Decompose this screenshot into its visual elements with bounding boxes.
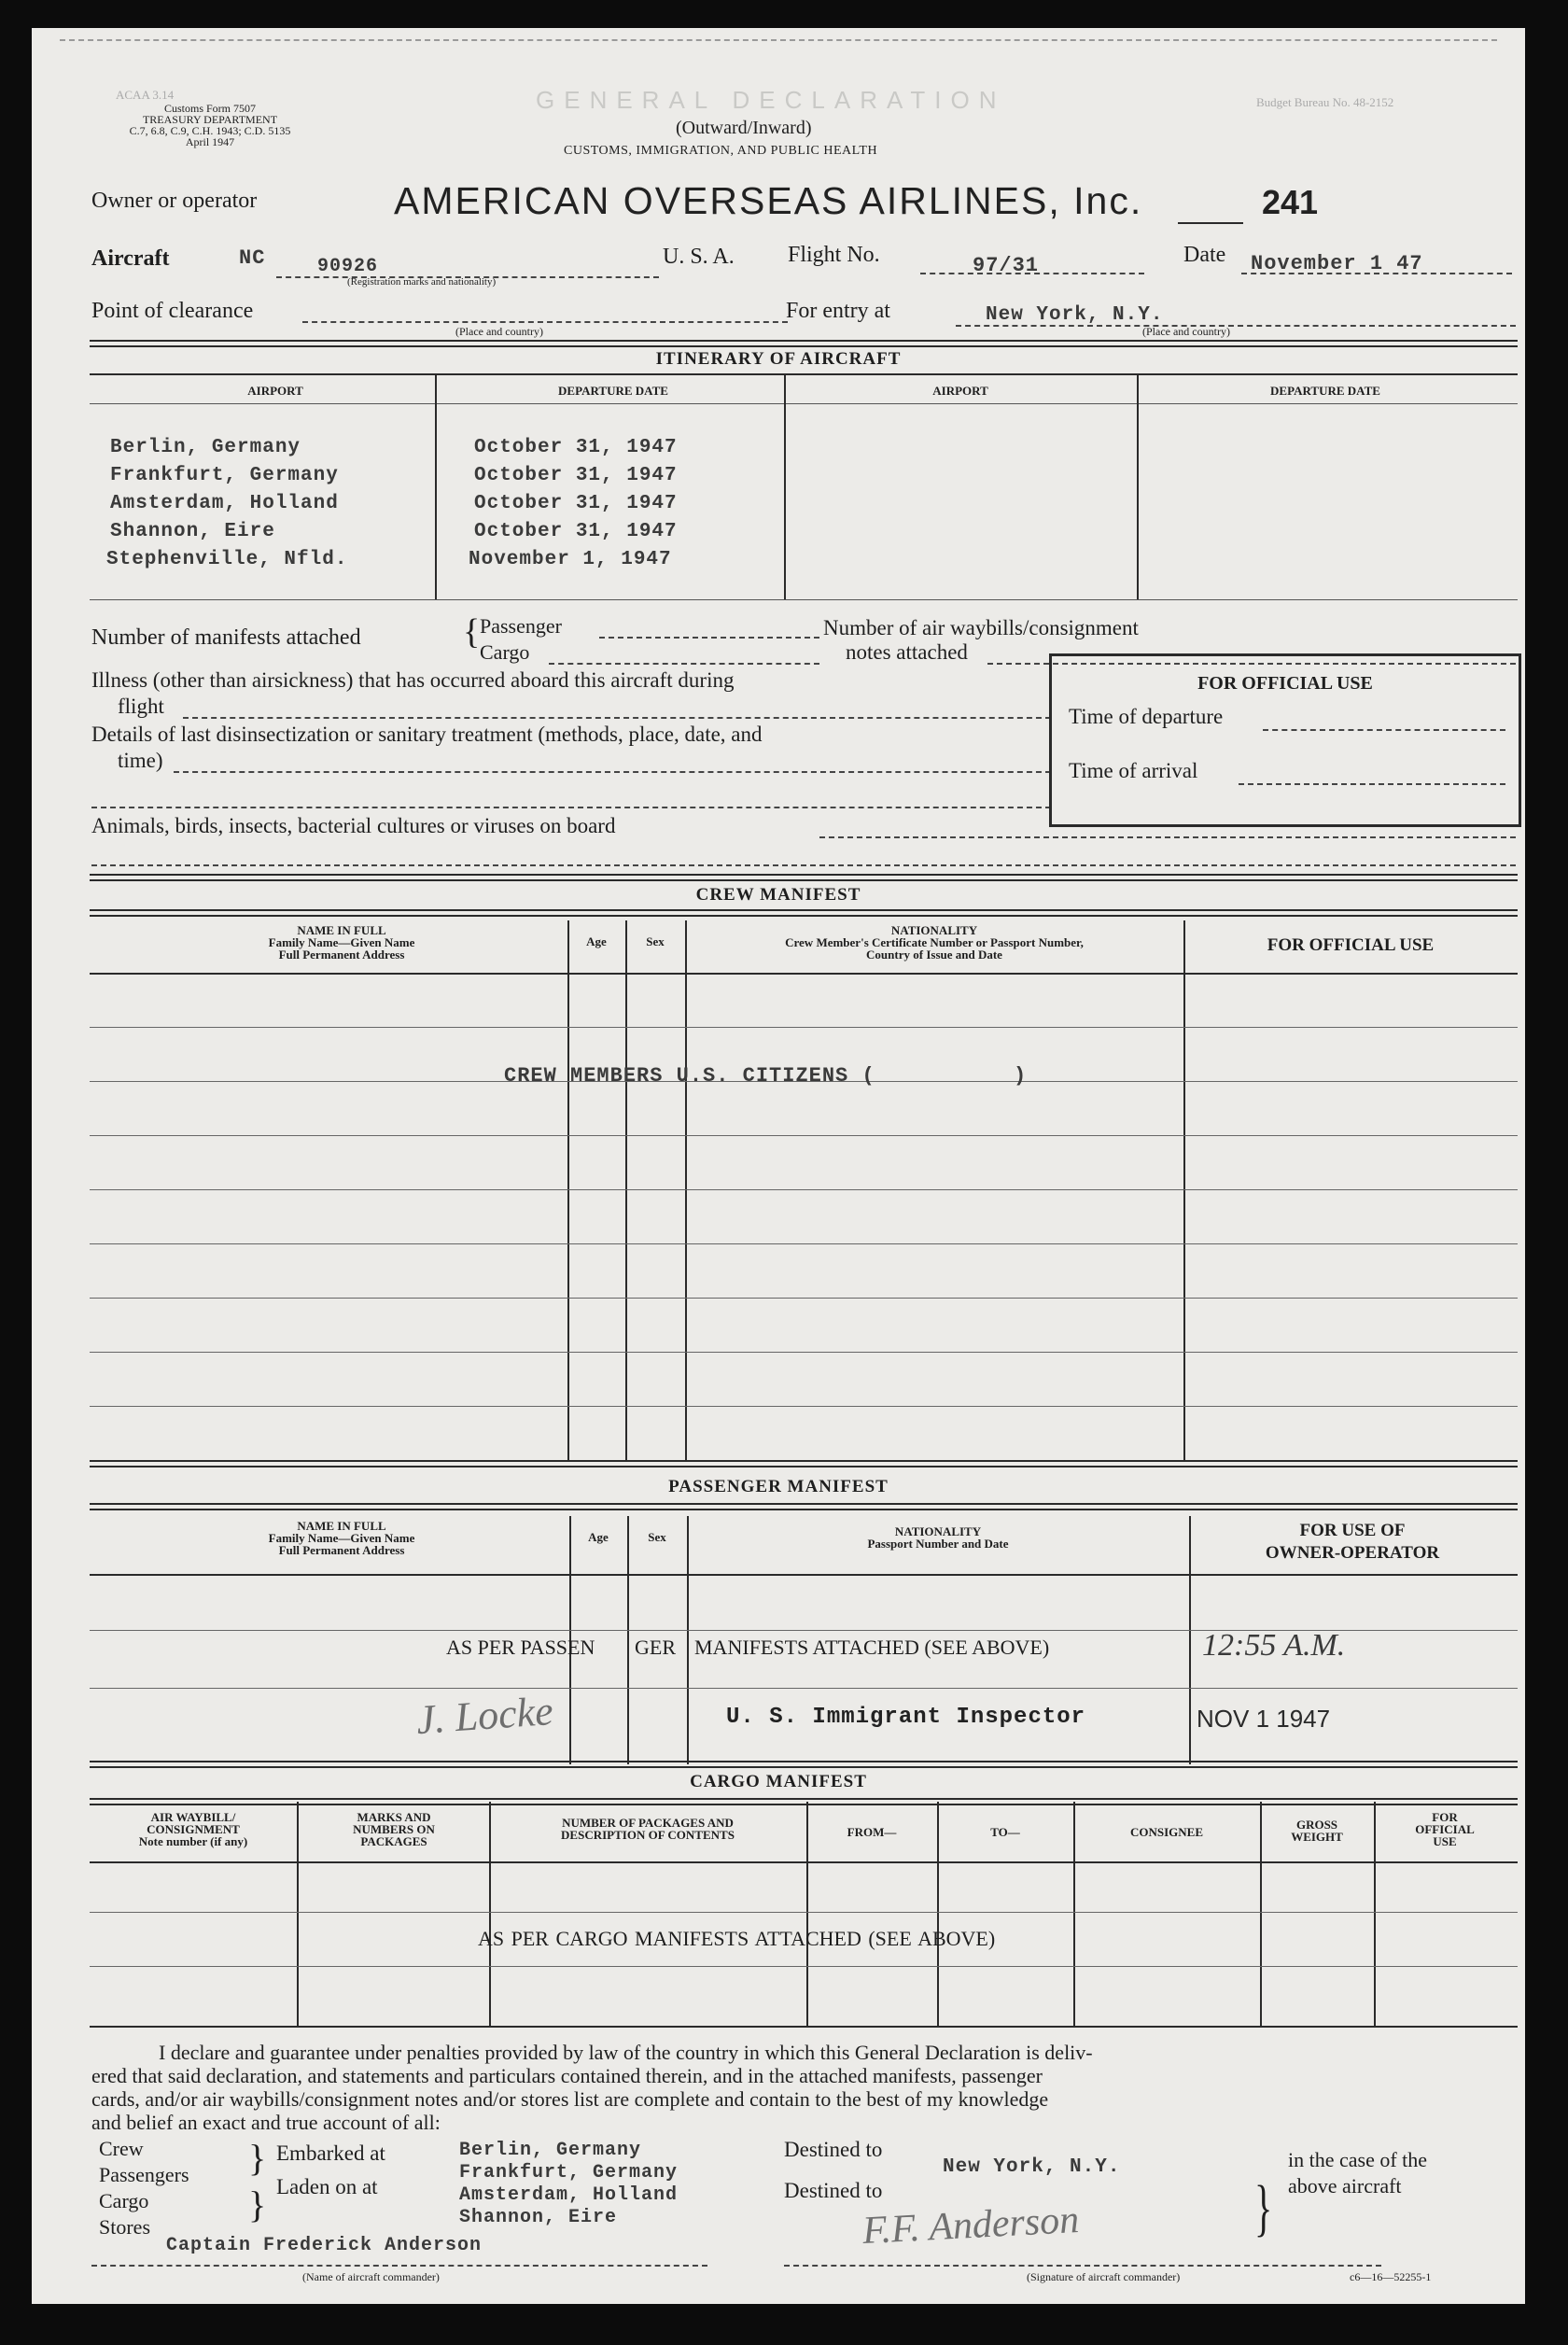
crew-col-sex: Sex bbox=[646, 934, 665, 948]
passenger-col-age: Age bbox=[588, 1530, 609, 1544]
time-departure-underline bbox=[1263, 729, 1505, 731]
case-line: in the case of the bbox=[1288, 2148, 1428, 2171]
cargo-col-to: TO— bbox=[990, 1825, 1020, 1839]
entry-caption: (Place and country) bbox=[1142, 325, 1230, 338]
cargo-col-official-line: USE bbox=[1433, 1834, 1457, 1848]
cargo-top-rule bbox=[90, 1761, 1518, 1768]
form-id-faded: ACAA 3.14 bbox=[116, 88, 175, 102]
general-declaration-form bbox=[32, 28, 1525, 2304]
declaration-text bbox=[91, 2041, 1529, 2134]
owner-number: 241 bbox=[1262, 183, 1319, 221]
inspector-signature: J. Locke bbox=[414, 1687, 555, 1744]
crew-col-official: FOR OFFICIAL USE bbox=[1267, 935, 1435, 955]
cargo-divider-5 bbox=[1073, 1802, 1075, 2026]
aircraft-underline bbox=[276, 276, 659, 278]
itinerary-col-date-1: DEPARTURE DATE bbox=[558, 384, 668, 398]
illness-label: Illness (other than airsickness) that has occurred aboard this aircraft during bbox=[91, 668, 735, 692]
itinerary-row-date: October 31, 1947 bbox=[474, 465, 678, 486]
cargo-divider-3 bbox=[806, 1802, 808, 2026]
aircraft-caption: (Registration marks and nationality) bbox=[347, 276, 497, 288]
left-brace-1: } bbox=[248, 2137, 267, 2179]
cargo-col-packages bbox=[489, 1817, 806, 1841]
crew-col-name-line: Family Name—Given Name bbox=[268, 935, 415, 949]
form-department: TREASURY DEPARTMENT bbox=[142, 113, 278, 126]
cargo-col-weight bbox=[1260, 1818, 1374, 1843]
passenger-col-name-line: Full Permanent Address bbox=[278, 1543, 405, 1557]
itinerary-col-date-2: DEPARTURE DATE bbox=[1270, 384, 1380, 398]
itinerary-row-airport: Frankfurt, Germany bbox=[110, 465, 339, 486]
official-use-title: FOR OFFICIAL USE bbox=[1197, 673, 1373, 694]
flight-label: Flight No. bbox=[788, 243, 880, 267]
crew-divider-3 bbox=[685, 920, 687, 1460]
itinerary-title: ITINERARY OF AIRCRAFT bbox=[655, 349, 902, 369]
owner-value: AMERICAN OVERSEAS AIRLINES, Inc. bbox=[394, 179, 1143, 222]
flight-underline bbox=[920, 273, 1144, 274]
passenger-col-name-line: NAME IN FULL bbox=[297, 1519, 386, 1533]
passenger-col-owner bbox=[1189, 1520, 1516, 1565]
crew-col-nationality-line: NATIONALITY bbox=[890, 923, 978, 937]
passenger-underline bbox=[599, 637, 819, 639]
crew-col-nationality-line: Country of Issue and Date bbox=[866, 948, 1002, 962]
itinerary-row-airport: Amsterdam, Holland bbox=[110, 493, 339, 514]
date-value: November 1 47 bbox=[1251, 252, 1423, 275]
itinerary-divider-2 bbox=[784, 375, 786, 599]
cargo-header-rule bbox=[90, 1798, 1518, 1805]
passenger-divider-3 bbox=[687, 1516, 689, 1764]
date-underline bbox=[1241, 273, 1512, 274]
cargo-col-waybill-line: AIR WAYBILL/ bbox=[150, 1810, 236, 1824]
passenger-per-text-3: MANIFESTS ATTACHED (SEE ABOVE) bbox=[694, 1636, 1050, 1659]
crew-col-name bbox=[90, 924, 594, 961]
outward-inward: (Outward/Inward) bbox=[676, 118, 812, 138]
declaration-line: ered that said declaration, and statements and particulars contained therein, and in the attached manifests, passenger bbox=[91, 2064, 1043, 2087]
itinerary-subheader-rule bbox=[90, 403, 1518, 404]
cargo-label: Cargo bbox=[480, 640, 530, 664]
cargo-bottom-rule bbox=[90, 2026, 1518, 2028]
clearance-label: Point of clearance bbox=[91, 299, 254, 323]
crew-divider-2 bbox=[625, 920, 627, 1460]
passenger-per-text-1: AS PER PASSEN bbox=[446, 1636, 595, 1659]
cargo-underline bbox=[549, 663, 819, 665]
cargo-col-marks-line: PACKAGES bbox=[360, 1834, 427, 1848]
aircraft-number: 90926 bbox=[317, 256, 379, 277]
left-list-item: Passengers bbox=[99, 2163, 189, 2186]
date-label: Date bbox=[1183, 243, 1226, 267]
passenger-header-rule bbox=[90, 1503, 1518, 1510]
passenger-label: Passenger bbox=[480, 614, 562, 638]
declaration-line: cards, and/or air waybills/consignment notes and/or stores list are complete and contain to the best of my knowledge bbox=[91, 2087, 1049, 2111]
form-number: Customs Form 7507 bbox=[163, 102, 256, 115]
aircraft-prefix: NC bbox=[239, 246, 266, 270]
crew-row-line bbox=[90, 1135, 1518, 1136]
case-line: above aircraft bbox=[1288, 2174, 1402, 2198]
cargo-col-packages-line: NUMBER OF PACKAGES AND bbox=[562, 1816, 734, 1830]
cargo-col-consignee: CONSIGNEE bbox=[1129, 1825, 1204, 1839]
passenger-col-nationality bbox=[689, 1525, 1187, 1550]
cargo-col-weight-line: WEIGHT bbox=[1291, 1830, 1343, 1844]
cargo-col-official-line: FOR bbox=[1432, 1810, 1458, 1824]
cargo-col-weight-line: GROSS bbox=[1295, 1818, 1338, 1832]
crew-row-line bbox=[90, 1243, 1518, 1244]
commander-name: Captain Frederick Anderson bbox=[166, 2235, 483, 2256]
form-references: C.7, 6.8, C.9, C.H. 1943; C.D. 5135 bbox=[129, 124, 291, 137]
cargo-col-marks-line: MARKS AND bbox=[357, 1810, 431, 1824]
animals-underline-2 bbox=[91, 864, 1516, 866]
flight-value: 97/31 bbox=[973, 254, 1040, 277]
illness-label-2: flight bbox=[118, 695, 164, 718]
stamp-date: NOV 1 1947 bbox=[1197, 1705, 1331, 1733]
embarked-place: Shannon, Eire bbox=[459, 2207, 618, 2228]
animals-underline bbox=[819, 836, 1516, 838]
cargo-col-packages-line: DESCRIPTION OF CONTENTS bbox=[561, 1828, 735, 1842]
passenger-col-name bbox=[90, 1520, 594, 1556]
aircraft-label: Aircraft bbox=[91, 246, 170, 271]
owner-underline bbox=[1178, 222, 1243, 224]
crew-col-name-line: NAME IN FULL bbox=[297, 923, 386, 937]
cargo-subheader-rule bbox=[90, 1861, 1518, 1863]
itinerary-row-date: October 31, 1947 bbox=[474, 493, 678, 514]
cargo-row-line bbox=[90, 1912, 1518, 1913]
embarked-place: Berlin, Germany bbox=[459, 2140, 642, 2161]
passenger-per-text-2: GER bbox=[635, 1636, 676, 1659]
embarked-places bbox=[459, 2140, 678, 2229]
faded-title: GENERAL DECLARATION bbox=[536, 86, 1006, 114]
left-brace-2: } bbox=[248, 2184, 267, 2226]
crew-col-name-line: Full Permanent Address bbox=[278, 948, 405, 962]
signature-caption: (Signature of aircraft commander) bbox=[1027, 2270, 1181, 2283]
entry-label: For entry at bbox=[786, 299, 890, 323]
passenger-divider-4 bbox=[1189, 1516, 1191, 1764]
cargo-divider-4 bbox=[937, 1802, 939, 2026]
form-date: April 1947 bbox=[185, 135, 235, 148]
passenger-col-name-line: Family Name—Given Name bbox=[268, 1531, 415, 1545]
crew-header-rule bbox=[90, 909, 1518, 917]
cargo-divider-7 bbox=[1374, 1802, 1376, 2026]
passenger-col-nationality-line: NATIONALITY bbox=[894, 1524, 982, 1538]
disinsectization-label: Details of last disinsectization or sanitary treatment (methods, place, date, and bbox=[91, 723, 763, 746]
crew-entry-close: ) bbox=[1014, 1064, 1028, 1088]
passenger-col-owner-line: OWNER-OPERATOR bbox=[1265, 1543, 1440, 1563]
itinerary-top-rule bbox=[90, 340, 1518, 347]
disinsectization-label-2: time) bbox=[118, 749, 163, 772]
official-use-box bbox=[1049, 653, 1521, 827]
passenger-row-line bbox=[90, 1688, 1518, 1689]
itinerary-row-date: October 31, 1947 bbox=[474, 521, 678, 542]
signature-underline bbox=[784, 2265, 1381, 2267]
cargo-per-text: AS PER CARGO MANIFESTS ATTACHED (SEE ABOVE) bbox=[478, 1927, 996, 1950]
crew-row-line bbox=[90, 1189, 1518, 1190]
embarked-label: Embarked at bbox=[276, 2141, 385, 2165]
cargo-col-waybill bbox=[90, 1811, 297, 1847]
cargo-row-line bbox=[90, 1966, 1518, 1967]
budget-bureau: Budget Bureau No. 48-2152 bbox=[1256, 95, 1394, 109]
commander-caption: (Name of aircraft commander) bbox=[302, 2270, 440, 2283]
manifests-label: Number of manifests attached bbox=[91, 625, 361, 650]
crew-divider-1 bbox=[567, 920, 569, 1460]
print-code: c6—16—52255-1 bbox=[1350, 2270, 1432, 2283]
itinerary-row-airport: Shannon, Eire bbox=[110, 521, 275, 542]
itinerary-row-date: November 1, 1947 bbox=[469, 549, 672, 570]
declaration-line: and belief an exact and true account of all: bbox=[91, 2111, 441, 2134]
form-id-block bbox=[121, 103, 299, 147]
itinerary-bottom-rule bbox=[90, 599, 1518, 600]
notes-attached-label: notes attached bbox=[846, 640, 968, 664]
disinsectization-underline-2 bbox=[91, 807, 1051, 808]
passenger-subheader-rule bbox=[90, 1574, 1518, 1576]
waybills-label: Number of air waybills/consignment bbox=[823, 616, 1139, 639]
top-edge-marks bbox=[60, 39, 1497, 47]
laden-label: Laden on at bbox=[276, 2175, 378, 2198]
itinerary-row-date: October 31, 1947 bbox=[474, 437, 678, 458]
commander-signature: F.F. Anderson bbox=[861, 2198, 1081, 2254]
itinerary-divider-3 bbox=[1137, 375, 1139, 599]
crew-row-line bbox=[90, 1027, 1518, 1028]
clearance-underline bbox=[302, 321, 788, 323]
declaration-line: I declare and guarantee under penalties provided by law of the country in which this General Declaration is deliv- bbox=[159, 2041, 1093, 2064]
crew-subheader-rule bbox=[90, 973, 1518, 975]
destined-label-1: Destined to bbox=[784, 2138, 883, 2161]
cargo-col-official-line: OFFICIAL bbox=[1415, 1822, 1475, 1836]
left-list-item: Crew bbox=[99, 2137, 144, 2160]
cargo-col-marks-line: NUMBERS ON bbox=[353, 1822, 435, 1836]
clearance-caption: (Place and country) bbox=[455, 325, 543, 338]
crew-col-nationality-line: Crew Member's Certificate Number or Passport Number, bbox=[785, 935, 1084, 949]
crew-entry: CREW MEMBERS U.S. CITIZENS ( bbox=[504, 1064, 875, 1088]
embarked-place: Amsterdam, Holland bbox=[459, 2184, 679, 2206]
left-list-item: Cargo bbox=[99, 2189, 149, 2212]
crew-col-age: Age bbox=[586, 934, 607, 948]
crew-row-line bbox=[90, 1352, 1518, 1353]
passenger-col-owner-line: FOR USE OF bbox=[1299, 1521, 1406, 1540]
passenger-title: PASSENGER MANIFEST bbox=[668, 1477, 889, 1496]
itinerary-header-rule bbox=[90, 373, 1518, 375]
left-list-item: Stores bbox=[99, 2215, 150, 2239]
entry-value: New York, N.Y. bbox=[986, 304, 1164, 326]
passenger-col-nationality-line: Passport Number and Date bbox=[867, 1537, 1009, 1551]
time-departure-label: Time of departure bbox=[1069, 705, 1224, 728]
cargo-col-marks bbox=[299, 1811, 489, 1847]
crew-col-nationality bbox=[685, 924, 1183, 961]
usa-label: U. S. A. bbox=[663, 245, 735, 269]
entry-underline bbox=[956, 325, 1516, 327]
case-text bbox=[1288, 2147, 1427, 2199]
commander-underline bbox=[91, 2265, 707, 2267]
declaration-left-list bbox=[99, 2136, 189, 2240]
cargo-title: CARGO MANIFEST bbox=[690, 1772, 867, 1791]
animals-label: Animals, birds, insects, bacterial cultures or viruses on board bbox=[91, 814, 616, 837]
owner-label: Owner or operator bbox=[91, 189, 258, 213]
cargo-col-from: FROM— bbox=[847, 1825, 897, 1839]
crew-title: CREW MANIFEST bbox=[695, 885, 861, 905]
crew-top-rule bbox=[90, 874, 1518, 881]
crew-row-line bbox=[90, 1298, 1518, 1299]
time-arrival-label: Time of arrival bbox=[1069, 759, 1198, 782]
cargo-col-waybill-line: CONSIGNMENT bbox=[147, 1822, 240, 1836]
itinerary-col-airport-1: AIRPORT bbox=[247, 384, 303, 398]
crew-row-line bbox=[90, 1406, 1518, 1407]
form-subtitle: CUSTOMS, IMMIGRATION, AND PUBLIC HEALTH bbox=[564, 144, 878, 158]
handwritten-time: 12:55 A.M. bbox=[1202, 1628, 1346, 1663]
time-arrival-underline bbox=[1239, 783, 1505, 785]
illness-underline bbox=[183, 717, 1051, 719]
passenger-top-rule bbox=[90, 1460, 1518, 1467]
passenger-col-sex: Sex bbox=[648, 1530, 666, 1544]
embarked-place: Frankfurt, Germany bbox=[459, 2162, 679, 2184]
cargo-divider-6 bbox=[1260, 1802, 1262, 2026]
cargo-col-official bbox=[1374, 1811, 1516, 1847]
immigrant-inspector-stamp: U. S. Immigrant Inspector bbox=[726, 1705, 1086, 1730]
itinerary-row-airport: Stephenville, Nfld. bbox=[106, 549, 348, 570]
right-brace: } bbox=[1254, 2171, 1273, 2243]
cargo-divider-1 bbox=[297, 1802, 299, 2026]
disinsectization-underline bbox=[174, 771, 1051, 773]
destined-label-2: Destined to bbox=[784, 2179, 883, 2202]
destination-value: New York, N.Y. bbox=[943, 2156, 1121, 2178]
cargo-divider-2 bbox=[489, 1802, 491, 2026]
itinerary-divider-1 bbox=[435, 375, 437, 599]
itinerary-row-airport: Berlin, Germany bbox=[110, 437, 301, 458]
itinerary-col-airport-2: AIRPORT bbox=[932, 384, 988, 398]
crew-divider-4 bbox=[1183, 920, 1185, 1460]
passenger-divider-2 bbox=[627, 1516, 629, 1764]
manifests-brace: { bbox=[463, 612, 481, 652]
cargo-col-waybill-line: Note number (if any) bbox=[138, 1834, 248, 1848]
